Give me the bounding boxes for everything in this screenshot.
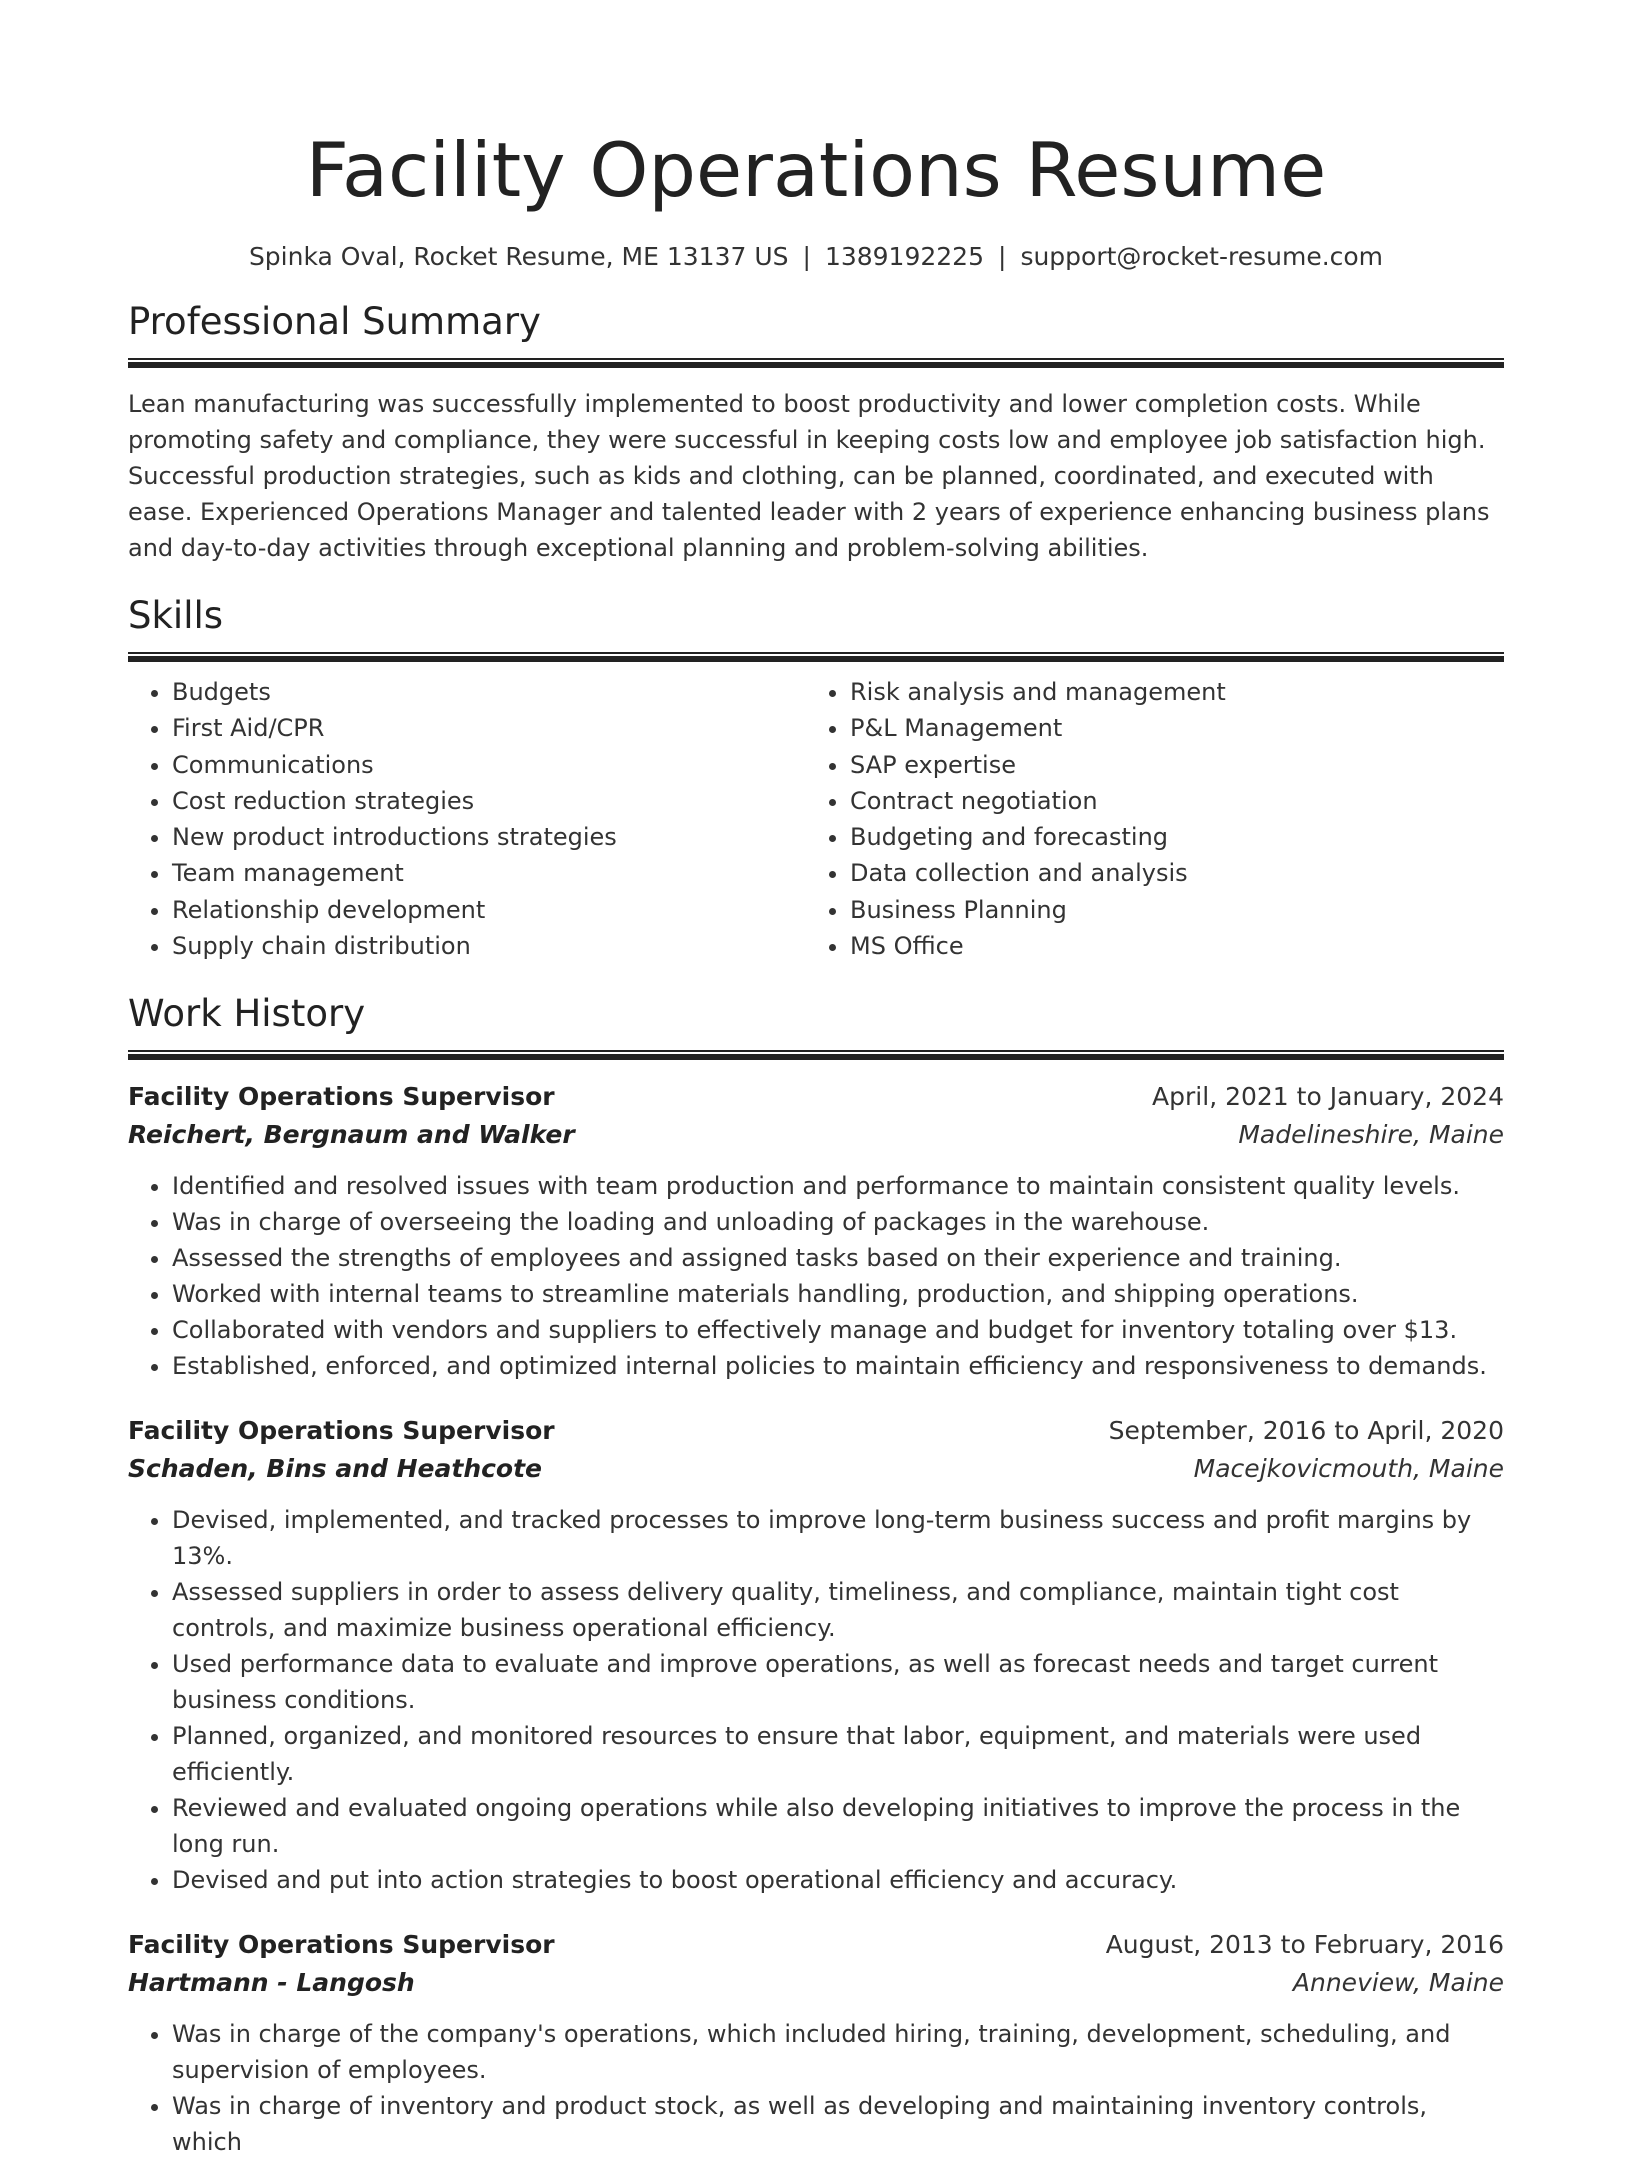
job-title: Facility Operations Supervisor: [128, 1930, 555, 1960]
job-entry: [128, 1926, 1504, 2160]
skill-item: • Business Planning: [850, 892, 1484, 928]
job-bullet: • Established, enforced, and optimized internal policies to maintain efficiency and responsiveness to demands.: [172, 1348, 1504, 1384]
section-divider: [128, 358, 1504, 368]
summary-section: [128, 298, 1504, 566]
job-bullet: • Worked with internal teams to streamline materials handling, production, and shipping operations.: [172, 1276, 1504, 1312]
skill-item: • Data collection and analysis: [850, 855, 1484, 891]
skill-item: • P&L Management: [850, 710, 1484, 746]
job-title-row: [128, 1926, 1504, 1964]
job-bullet: • Assessed the strengths of employees and assigned tasks based on their experience and training.: [172, 1240, 1504, 1276]
job-entry: [128, 1078, 1504, 1384]
skill-item: • Budgets: [172, 674, 806, 710]
job-bullet: • Reviewed and evaluated ongoing operations while also developing initiatives to improve the process in the long run.: [172, 1790, 1504, 1862]
skill-item: • Budgeting and forecasting: [850, 819, 1484, 855]
resume-page: [128, 0, 1504, 2160]
contact-separator: |: [998, 242, 1007, 271]
job-bullet: • Collaborated with vendors and suppliers to effectively manage and budget for inventory totaling over $13.: [172, 1312, 1504, 1348]
skills-section: [128, 592, 1504, 964]
job-company: Schaden, Bins and Heathcote: [128, 1454, 543, 1484]
skill-item: • MS Office: [850, 928, 1484, 964]
job-bullet: • Devised, implemented, and tracked processes to improve long-term business success and profit margins by 13%.: [172, 1502, 1504, 1574]
skill-item: • Communications: [172, 747, 806, 783]
skills-column-right: [806, 674, 1484, 964]
job-bullet: • Devised and put into action strategies to boost operational efficiency and accuracy.: [172, 1862, 1504, 1898]
skills-column-left: [128, 674, 806, 964]
job-title: Facility Operations Supervisor: [128, 1082, 555, 1112]
skill-item: • SAP expertise: [850, 747, 1484, 783]
skills-heading: Skills: [128, 594, 224, 637]
contact-email: support@rocket-resume.com: [1020, 242, 1384, 271]
skill-item: • Team management: [172, 855, 806, 891]
job-entry: [128, 1412, 1504, 1898]
job-bullet: • Used performance data to evaluate and improve operations, as well as forecast needs and target current business conditions.: [172, 1646, 1504, 1718]
section-divider: [128, 652, 1504, 662]
skill-item: • Contract negotiation: [850, 783, 1484, 819]
job-bullet: • Identified and resolved issues with team production and performance to maintain consistent quality levels.: [172, 1168, 1504, 1204]
resume-title: Facility Operations Resume: [305, 126, 1327, 214]
contact-address: Spinka Oval, Rocket Resume, ME 13137 US: [248, 242, 789, 271]
contact-phone: 1389192225: [824, 242, 984, 271]
job-company-row: [128, 1964, 1504, 2002]
job-company: Hartmann - Langosh: [128, 1968, 415, 1998]
job-company: Reichert, Bergnaum and Walker: [128, 1120, 575, 1150]
job-bullets: [128, 2016, 1504, 2160]
job-title-row: [128, 1412, 1504, 1450]
work-history-heading: Work History: [128, 992, 366, 1036]
skills-grid: [128, 674, 1504, 964]
skill-item: • Cost reduction strategies: [172, 783, 806, 819]
contact-separator: |: [802, 242, 811, 271]
job-company-row: [128, 1450, 1504, 1488]
job-location: Madelineshire, Maine: [1238, 1120, 1504, 1150]
job-location: Macejkovicmouth, Maine: [1193, 1454, 1504, 1484]
job-bullet: • Was in charge of the company's operations, which included hiring, training, development, scheduling, and supervision of employees.: [172, 2016, 1504, 2088]
skill-item: • New product introductions strategies: [172, 819, 806, 855]
job-dates: April, 2021 to January, 2024: [1152, 1082, 1504, 1112]
contact-line: [128, 240, 1504, 274]
job-bullet: • Was in charge of overseeing the loading and unloading of packages in the warehouse.: [172, 1204, 1504, 1240]
job-title-row: [128, 1078, 1504, 1116]
job-location: Anneview, Maine: [1292, 1968, 1504, 1998]
job-dates: September, 2016 to April, 2020: [1108, 1416, 1504, 1446]
work-history-section: [128, 990, 1504, 2160]
section-divider: [128, 1050, 1504, 1060]
summary-text: Lean manufacturing was successfully implemented to boost productivity and lower completion costs. While promoting safety and compliance, they were successful in keeping costs low and employee job satisfaction high. Successful production strategies, such as kids and clothing, can be planned, coordinated, and executed with ease. Experienced Operations Manager and talented leader with 2 years of experience enhancing business plans and day-to-day activities through exceptional planning and problem-solving abilities.: [128, 390, 1490, 562]
job-title: Facility Operations Supervisor: [128, 1416, 555, 1446]
summary-heading: Professional Summary: [128, 300, 541, 343]
job-bullet: • Planned, organized, and monitored resources to ensure that labor, equipment, and materials were used efficiently.: [172, 1718, 1504, 1790]
skill-item: • Supply chain distribution: [172, 928, 806, 964]
skill-item: • Relationship development: [172, 892, 806, 928]
job-bullet: • Was in charge of inventory and product stock, as well as developing and maintaining inventory controls, which: [172, 2088, 1504, 2160]
skill-item: • First Aid/CPR: [172, 710, 806, 746]
job-bullets: [128, 1502, 1504, 1898]
job-bullet: • Assessed suppliers in order to assess delivery quality, timeliness, and compliance, maintain tight cost controls, and maximize business operational efficiency.: [172, 1574, 1504, 1646]
job-bullets: [128, 1168, 1504, 1384]
job-company-row: [128, 1116, 1504, 1154]
job-dates: August, 2013 to February, 2016: [1105, 1930, 1504, 1960]
skill-item: • Risk analysis and management: [850, 674, 1484, 710]
